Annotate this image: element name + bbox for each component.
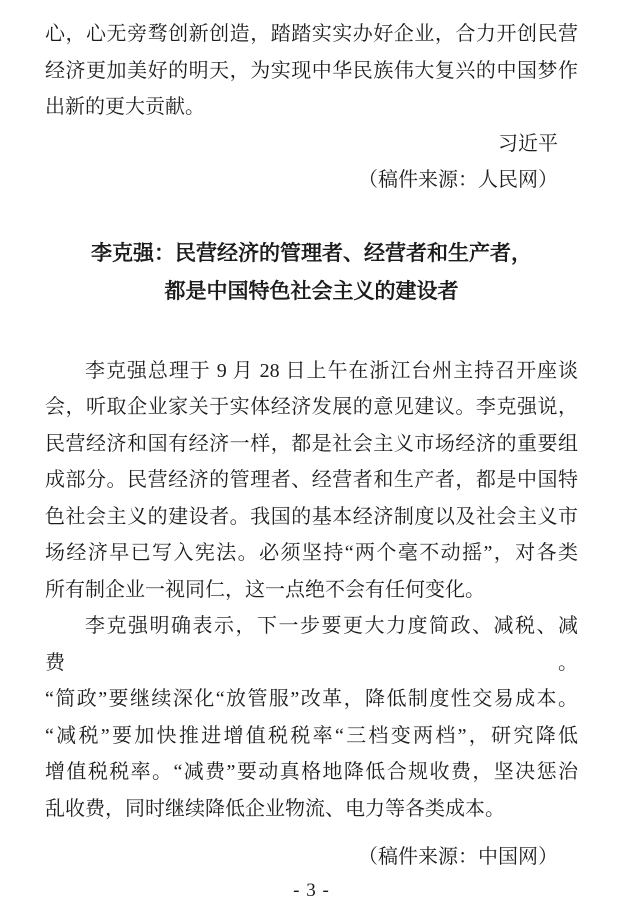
text-line: 所有制企业一视同仁，这一点绝不会有任何变化。 (45, 578, 485, 601)
text-line: 色社会主义的建设者。我国的基本经济制度以及社会主义市 (45, 505, 578, 528)
text-line: 出新的更大贡献。 (45, 96, 205, 118)
signature-xi-jinping: 习近平 (498, 132, 558, 155)
article-paragraph-2 (45, 608, 578, 827)
previous-article-ending-paragraph (45, 16, 578, 126)
article-paragraph-1 (45, 353, 578, 609)
text-line: 李克强总理于 9 月 28 日上午在浙江台州主持召开座谈 (85, 359, 578, 382)
text-line: 会，听取企业家关于实体经济发展的意见建议。李克强说， (45, 396, 578, 418)
source-line-peoples-daily: （稿件来源：人民网） (358, 169, 558, 191)
text-line: 李克强：民营经济的管理者、经营者和生产者， (91, 240, 532, 265)
text-line: 都是中国特色社会主义的建设者 (164, 278, 459, 303)
article-title (45, 234, 578, 310)
source-line-china-net: （稿件来源：中国网） (358, 846, 558, 868)
text-line: 经济更加美好的明天，为实现中华民族伟大复兴的中国梦作 (45, 59, 578, 82)
text-line: 李克强明确表示，下一步要更大力度简政、减税、减费。 (45, 615, 578, 674)
text-line: 增值税税率。“减费”要动真格地降低合规收费，坚决惩治 (45, 761, 578, 783)
text-line: 乱收费，同时继续降低企业物流、电力等各类成本。 (45, 797, 505, 820)
text-line: “简政”要继续深化“放管服”改革，降低制度性交易成本。 (45, 688, 578, 710)
text-line: 成部分。民营经济的管理者、经营者和生产者，都是中国特 (45, 469, 578, 491)
page-number: - 3 - (293, 879, 330, 901)
text-line: 场经济早已写入宪法。必须坚持“两个毫不动摇”，对各类 (45, 542, 578, 564)
text-line: 心，心无旁骛创新创造，踏踏实实办好企业，合力开创民营 (45, 23, 578, 45)
text-line: “减税”要加快推进增值税税率“三档变两档”，研究降低 (45, 724, 578, 747)
text-line: 民营经济和国有经济一样，都是社会主义市场经济的重要组 (45, 432, 578, 455)
